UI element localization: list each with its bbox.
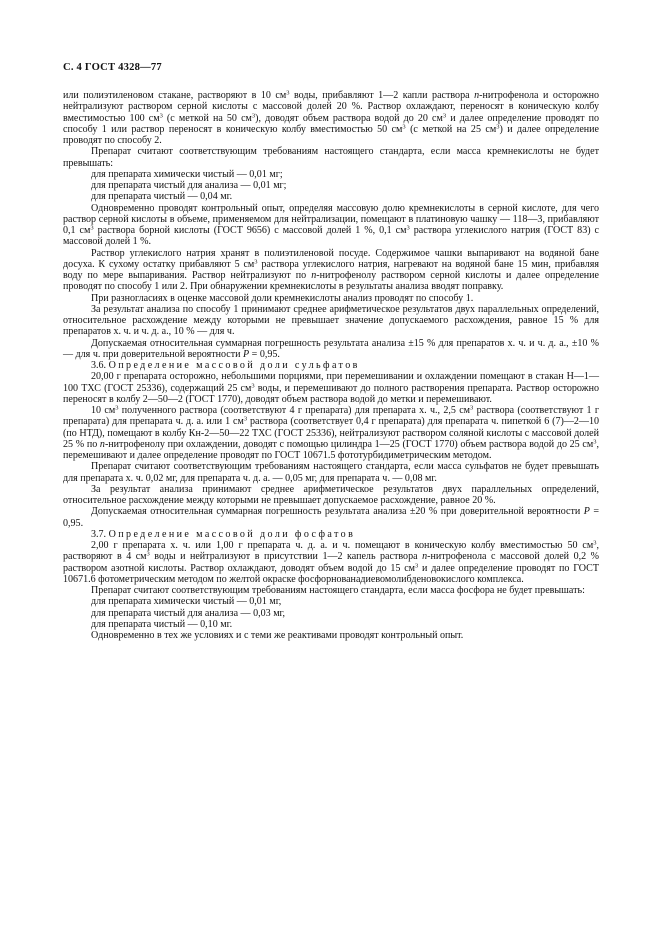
- paragraph: [63, 405, 599, 461]
- text-run: для препарата химически чистый — 0,01 мг,: [91, 596, 282, 608]
- text-run: раствора (соответствует 0,4 г препарата) для препарата ч. пипеткой 6 (7)—2—10 (по НТД), помещают в колбу Кн-2—50—22 ТХС (ГОСТ 25336), нейтрализуют раствором соляной кислоты с массовой долей 25 % по: [63, 416, 600, 450]
- superscript: 3: [286, 89, 290, 97]
- list-item: [63, 608, 599, 619]
- superscript: 3: [115, 404, 119, 412]
- text-run: для препарата чистый — 0,04 мг.: [91, 191, 233, 203]
- paragraph: [63, 90, 599, 146]
- paragraph: [63, 484, 599, 507]
- page-header: С. 4 ГОСТ 4328—77: [63, 62, 162, 73]
- superscript: 3: [243, 415, 248, 423]
- superscript: 3: [593, 539, 597, 547]
- text-run: раствора борной кислоты (ГОСТ 9656) с массовой долей 1 %, 0,1 см: [93, 225, 407, 236]
- text-run: для препарата чистый для анализа — 0,03 мг,: [91, 607, 286, 619]
- section-title: Определение массовой доли сульфатов: [108, 360, 360, 371]
- document-page: [63, 0, 599, 936]
- list-item: [63, 596, 599, 607]
- list-item: [63, 169, 599, 180]
- superscript: 3: [254, 258, 258, 266]
- text-run: полученного раствора (соответствуют 4 г препарата) для препарата х. ч., 2,5 см: [118, 405, 471, 416]
- paragraph: [63, 585, 599, 596]
- paragraph: [63, 203, 599, 248]
- text-run: -нитрофенола с массовой долей 0,2 % раствором азотной кислоты. Раствор охлаждают, доводят объем водой до 15 см: [63, 551, 599, 574]
- text-run: Одновременно в тех же условиях и с теми же реактивами проводят контрольный опыт.: [91, 630, 464, 641]
- text-run: ), доводят объем раствора водой до 20 см: [255, 112, 443, 124]
- section-number: 3.7.: [91, 528, 107, 540]
- superscript: 3: [90, 224, 94, 232]
- document-body: [63, 90, 599, 641]
- text-run: n: [99, 438, 105, 450]
- superscript: 3: [415, 562, 419, 569]
- superscript: 3: [470, 404, 474, 412]
- text-run: и далее определение проводят по способу 1 или раствор переносят в коническую колбу вместимостью 50 см: [63, 112, 599, 135]
- list-item: [63, 180, 599, 191]
- text-run: P: [583, 506, 590, 518]
- section-heading: [63, 360, 599, 371]
- paragraph: [63, 506, 599, 529]
- paragraph: [63, 248, 599, 293]
- list-item: [63, 191, 599, 202]
- text-run: n: [422, 551, 428, 563]
- superscript: 3: [402, 123, 406, 131]
- text-run: Препарат считают соответствующим требованиям настоящего стандарта, если масса сульфатов не будет превышать для препарата х. ч. 0,02 мг, для препарата ч. д. а. — 0,05 мг, для препарата ч. — 0,08 мг.: [63, 461, 599, 484]
- section-title: Определение массовой доли фосфатов: [108, 528, 356, 540]
- text-run: для препарата чистый — 0,10 мг.: [91, 618, 233, 630]
- text-run: или полиэтиленовом стакане, растворяют в 10 см: [63, 90, 287, 101]
- text-run: , растворяют в 4 см: [63, 540, 599, 563]
- superscript: 3: [496, 123, 500, 131]
- text-run: Препарат считают соответствующим требованиям настоящего стандарта, если масса фосфора не будет превышать:: [91, 585, 585, 596]
- superscript: 3: [406, 224, 410, 232]
- text-run: и далее определение проводят по ГОСТ 10671.6 фотометрическим методом по желтой окраске фосфорнованадиевомолибденовокислого комплекса.: [63, 562, 599, 585]
- text-run: раствора (соответствуют 1 г препарата) для препарата ч. д. а. или 1 см: [63, 405, 600, 428]
- text-run: Допускаемая относительная суммарная погрешность результата анализа ±20 % при доверительной вероятности: [91, 506, 584, 518]
- superscript: 3: [442, 112, 447, 119]
- paragraph: [63, 304, 599, 338]
- text-run: раствора углекислого натрия, нагревают на водяной бане 15 мин, прибавляя воду по мере выпаривания. Раствор нейтрализуют по: [63, 258, 599, 281]
- text-run: раствора углекислого натрия (ГОСТ 83) с массовой долей 1 %.: [63, 225, 599, 248]
- text-run: При разногласиях в оценке массовой доли кремнекислоты анализ проводят по способу 1.: [91, 292, 474, 304]
- text-run: = 0,95.: [63, 506, 599, 529]
- text-run: 2,00 г препарата х. ч. или 1,00 г препарата ч. д. а. и ч. помещают в коническую колбу вместимостью 50 см: [91, 540, 594, 551]
- text-run: (с меткой на 25 см: [405, 123, 497, 135]
- text-run: n: [474, 90, 480, 101]
- text-run: воды и нейтрализуют в присутствии 1—2 капель раствора: [149, 551, 423, 563]
- text-run: P: [243, 348, 250, 360]
- text-run: За результат анализа по способу 1 принимают среднее арифметическое результатов двух параллельных определений, относительное расхождение между которыми не превышает значение допускаемого расхождения, равное 15 % для препаратов х. ч. и ч. д. а., 10 % — для ч.: [63, 303, 599, 338]
- section-number: 3.6.: [91, 360, 107, 371]
- text-run: -нитрофенолу при охлаждении, доводят с помощью цилиндра 1—25 (ГОСТ 1770) объем раствора водой до 25 см: [104, 438, 594, 450]
- text-run: воды, и перемешивают до полного растворения препарата. Раствор осторожно переносят в колбу 2—50—2 (ГОСТ 1770), доводят объем раствора водой до метки и перемешивают.: [63, 382, 599, 405]
- paragraph: [63, 630, 599, 641]
- paragraph: [63, 540, 599, 585]
- text-run: Одновременно проводят контрольный опыт, определяя массовую долю кремнекислоты в серной кислоте, для чего раствор серной кислоты в объеме, применяемом для нейтрализации, помещают в платиновую чашку — 118—3, прибавляют 0,1 см: [63, 202, 599, 236]
- text-run: 10 см: [91, 405, 116, 416]
- paragraph: [63, 146, 599, 169]
- text-run: Препарат считают соответствующим требованиям настоящего стандарта, если масса кремнекислоты не будет превышать:: [63, 146, 599, 169]
- text-run: -нитрофенолу раствором серной кислоты и далее определение проводят по способу 1 или 2. При обнаружении кремнекислоты в результаты анализа вводят поправку.: [63, 270, 600, 293]
- paragraph: [63, 338, 599, 361]
- text-run: = 0,95.: [249, 348, 280, 360]
- section-heading: [63, 529, 599, 540]
- paragraph: [63, 461, 599, 484]
- superscript: 3: [593, 438, 597, 446]
- paragraph: [63, 293, 599, 304]
- text-run: -нитрофенола и осторожно нейтрализуют раствором серной кислоты с массовой долей 20 %. Раствор охлаждают, переносят в коническую колбу вместимостью 100 см: [63, 90, 599, 124]
- superscript: 3: [251, 382, 255, 389]
- text-run: 20,00 г препарата осторожно, небольшими порциями, при перемешивании и охлаждении помещают в стакан Н—1—100 ТХС (ГОСТ 25336), содержащий 25 см: [63, 371, 599, 394]
- superscript: 3: [146, 550, 150, 558]
- text-run: (с меткой на 50 см: [162, 112, 252, 124]
- text-run: Раствор углекислого натрия хранят в полиэтиленовой посуде. Содержимое чашки выпаривают на водяной бане досуха. К сухому остатку прибавляют 5 см: [63, 247, 599, 270]
- text-run: За результат анализа принимают среднее арифметическое результатов двух параллельных определений, относительное расхождение между которыми не превышает допускаемое расхождение, равное 20 %.: [63, 483, 599, 506]
- text-run: , перемешивают и далее определение проводят по ГОСТ 10671.5 фототурбидиметрическим методом.: [63, 438, 599, 461]
- paragraph: [63, 371, 599, 405]
- text-run: ) и далее определение проводят по способу 2.: [63, 123, 599, 146]
- text-run: для препарата чистый для анализа — 0,01 мг;: [91, 180, 287, 191]
- text-run: воды, прибавляют 1—2 капли раствора: [289, 90, 475, 101]
- superscript: 3: [159, 112, 163, 119]
- text-run: для препарата химически чистый — 0,01 мг;: [91, 168, 283, 180]
- text-run: Допускаемая относительная суммарная погрешность результата анализа ±15 % для препаратов х. ч. и ч. д. а., ±10 % — для ч. при доверительной вероятности: [63, 337, 599, 360]
- text-run: n: [311, 270, 317, 281]
- list-item: [63, 619, 599, 630]
- superscript: 3: [251, 112, 256, 119]
